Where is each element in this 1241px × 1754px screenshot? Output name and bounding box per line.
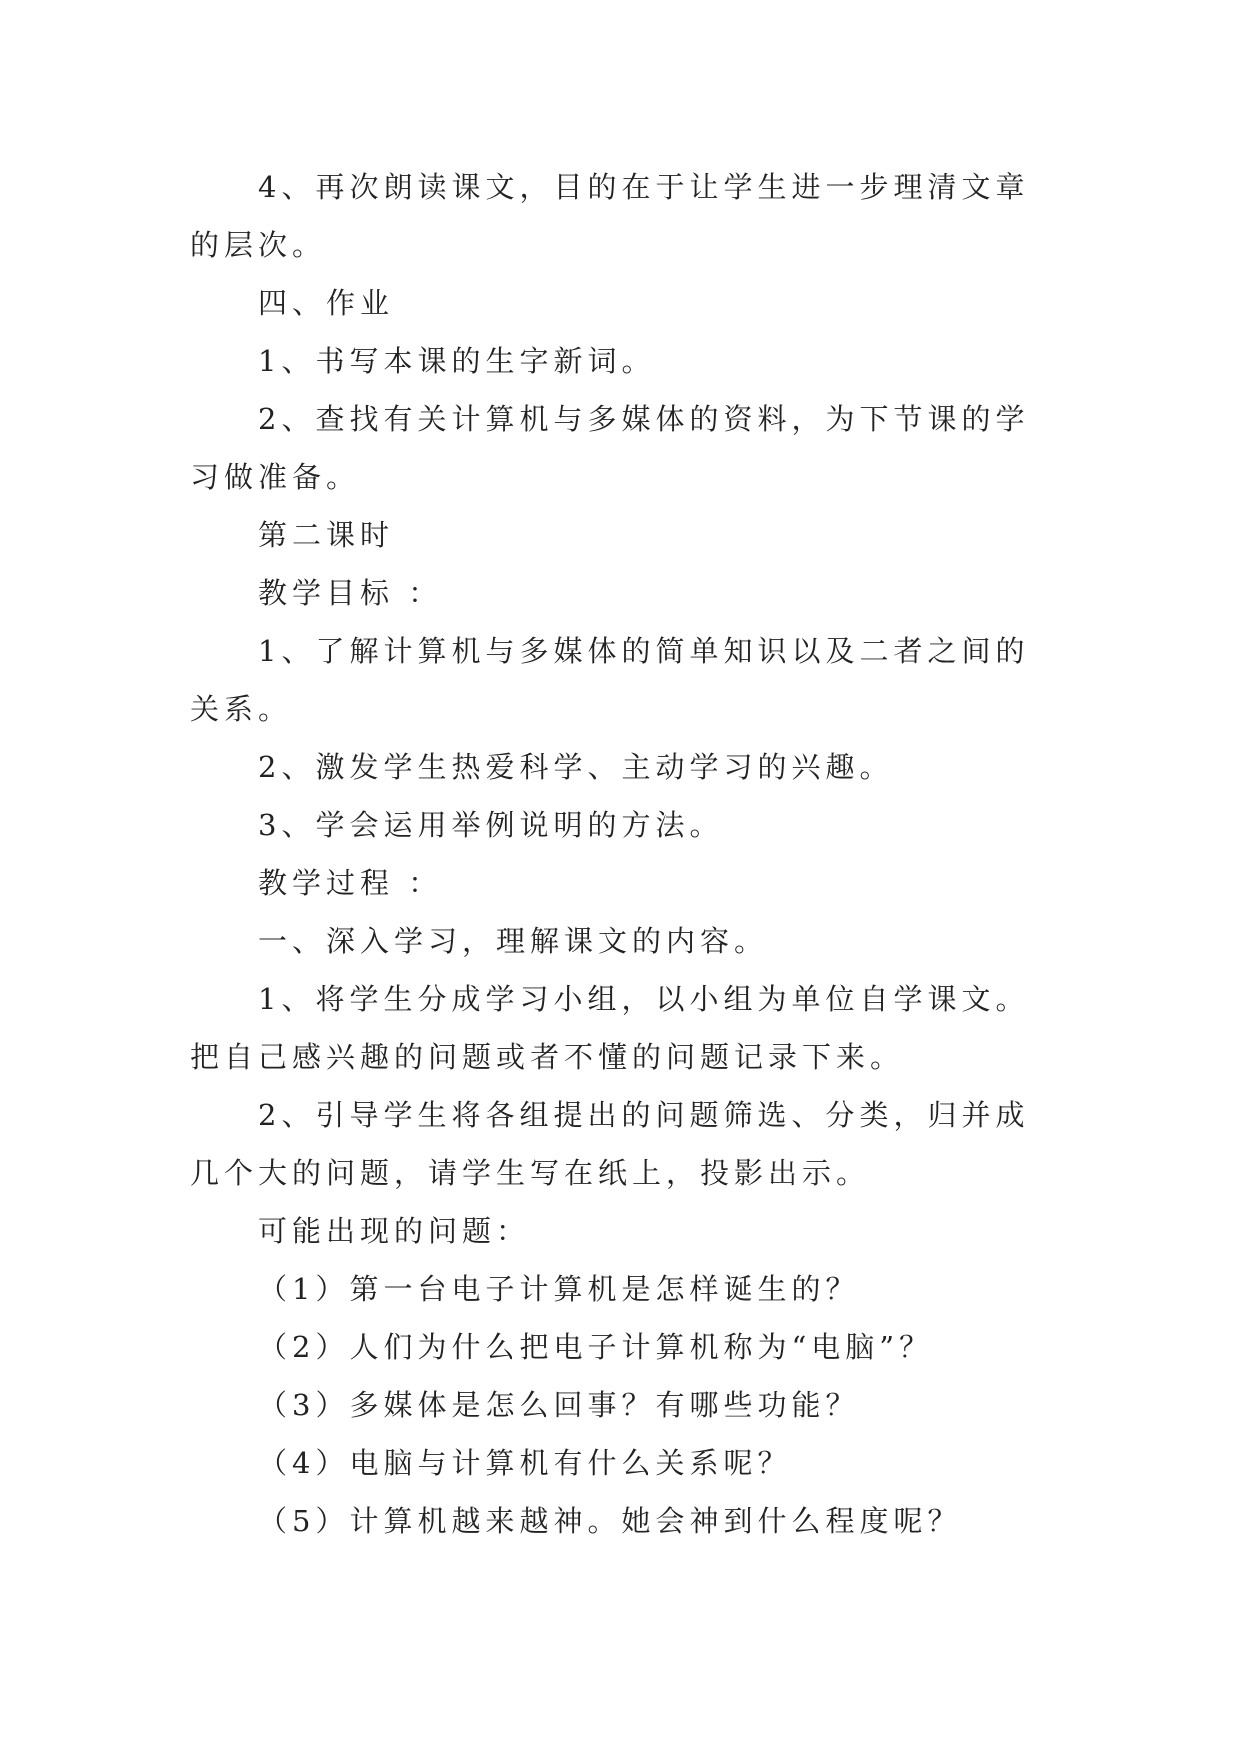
question-item-5: （5）计算机越来越神。她会神到什么程度呢？ [258,1504,962,1538]
paragraph-objective-3: 3、学会运用举例说明的方法。 [258,808,724,842]
paragraph-homework-1: 1、书写本课的生字新词。 [258,344,656,378]
section-heading-second-lesson: 第二课时 [258,518,395,552]
question-item-1: （1）第一台电子计算机是怎样诞生的？ [258,1272,860,1306]
heading-possible-questions: 可能出现的问题： [258,1214,531,1248]
question-item-4: （4）电脑与计算机有什么关系呢？ [258,1446,792,1480]
paragraph-objective-1: 1、了解计算机与多媒体的简单知识以及二者之间的关系。 [190,634,1030,726]
question-item-3: （3）多媒体是怎么回事？有哪些功能？ [258,1388,860,1422]
paragraph-step-4-reread: 4、再次朗读课文，目的在于让学生进一步理清文章的层次。 [190,170,1030,262]
paragraph-guide-students: 2、引导学生将各组提出的问题筛选、分类，归并成几个大的问题，请学生写在纸上，投影出示。 [190,1098,1030,1190]
document-body [190,158,1060,1550]
paragraph-homework-2: 2、查找有关计算机与多媒体的资料，为下节课的学习做准备。 [190,402,1030,494]
paragraph-group-study: 1、将学生分成学习小组，以小组为单位自学课文。把自己感兴趣的问题或者不懂的问题记录下来。 [190,982,1030,1074]
paragraph-process-step-1: 一、深入学习，理解课文的内容。 [258,924,769,958]
question-item-2: （2）人们为什么把电子计算机称为“电脑”？ [258,1330,934,1364]
heading-teaching-objectives: 教学目标 ： [258,576,443,610]
section-heading-homework: 四、作业 [258,286,395,320]
paragraph-objective-2: 2、激发学生热爱科学、主动学习的兴趣。 [258,750,894,784]
heading-teaching-process: 教学过程 ： [258,866,443,900]
